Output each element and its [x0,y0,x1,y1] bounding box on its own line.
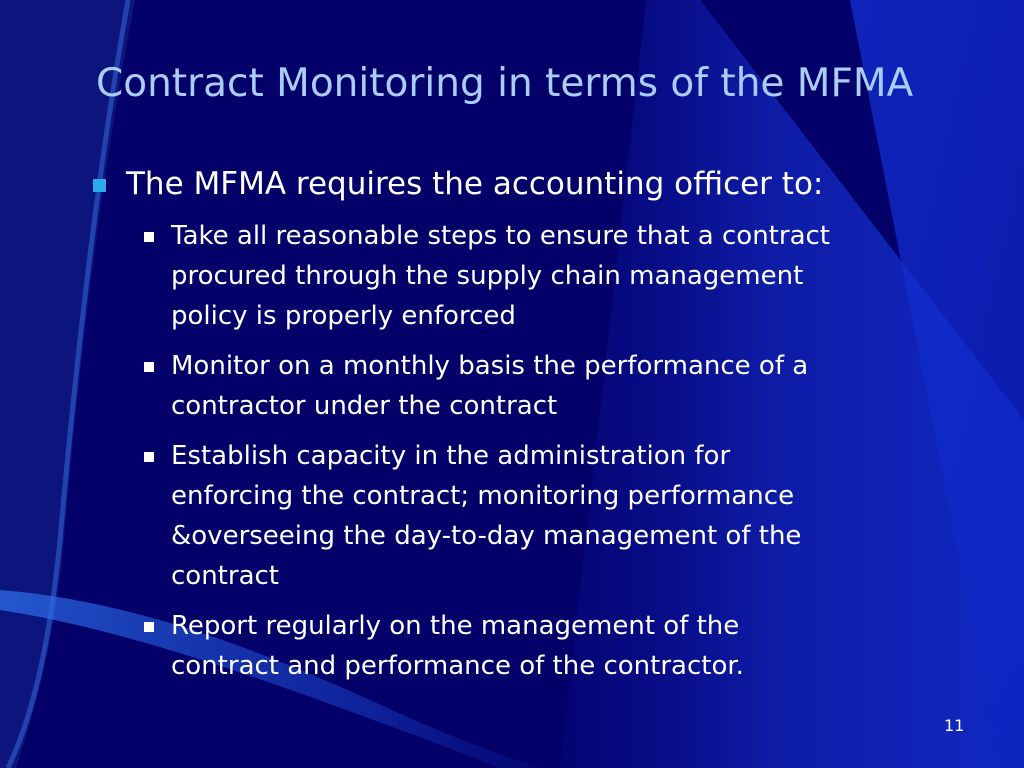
sub-bullet-line: Report regularly on the management of the [171,611,740,641]
sub-bullet-item [171,436,941,596]
sub-bullet-item [171,606,941,686]
sub-bullet-line: &overseeing the day-to-day management of the [171,521,802,551]
sub-bullet-line: contract [171,561,279,591]
main-bullet-item [88,162,968,206]
square-bullet-icon [144,622,154,632]
main-bullet-text: The MFMA requires the accounting officer to: [126,166,824,202]
sub-bullet-line: contractor under the contract [171,391,558,421]
slide-body [88,162,968,696]
sub-bullet-list [88,216,968,686]
square-bullet-icon [144,362,154,372]
square-bullet-icon [93,179,106,192]
sub-bullet-line: policy is properly enforced [171,301,516,331]
slide-title: Contract Monitoring in terms of the MFMA [96,61,914,106]
sub-bullet-line: Monitor on a monthly basis the performance of a [171,351,809,381]
sub-bullet-line: procured through the supply chain management [171,261,804,291]
square-bullet-icon [144,232,154,242]
sub-bullet-line: Take all reasonable steps to ensure that a contract [171,221,830,251]
sub-bullet-line: enforcing the contract; monitoring performance [171,481,795,511]
square-bullet-icon [144,452,154,462]
sub-bullet-item [171,346,941,426]
slide-number: 11 [944,716,965,735]
sub-bullet-item [171,216,941,336]
sub-bullet-line: contract and performance of the contractor. [171,651,744,681]
sub-bullet-line: Establish capacity in the administration for [171,441,731,471]
